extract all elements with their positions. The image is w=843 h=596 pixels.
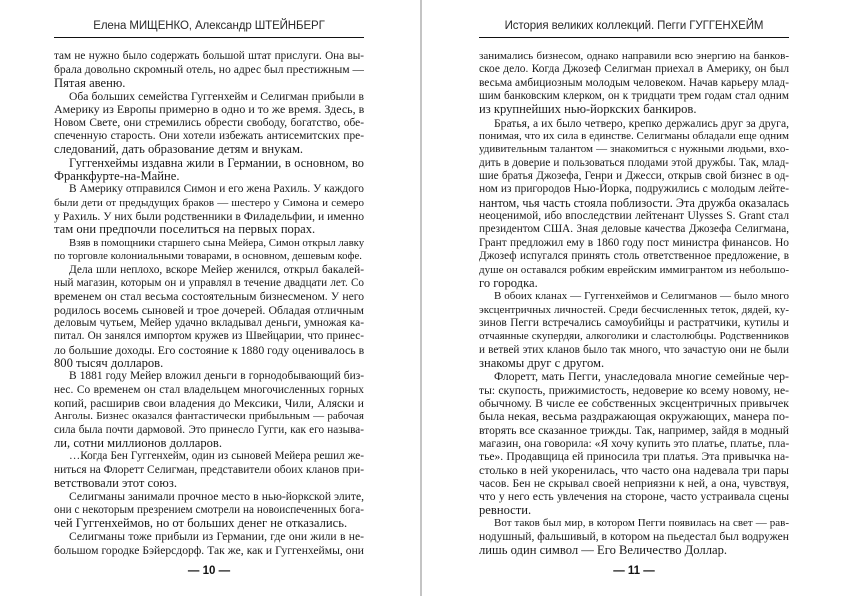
text-line: Флоретт, мать Пегги, унаследовала многие семейные чер-: [494, 370, 789, 384]
text-line: тье». Продавщица ей приносила три платья. Эта привычка на-: [479, 450, 789, 464]
text-line: Селигманы тоже прибыли из Германии, где они жили в не-: [69, 530, 364, 544]
text-line: Пятая авеню.: [54, 76, 126, 90]
text-line: …Когда Бен Гуггенхейм, один из сыновей Мейера решил же-: [69, 450, 364, 463]
text-line: В 1881 году Мейер вложил деньги в горнодобывающий биз-: [69, 370, 364, 383]
text-line: были дети от предыдущих браков — шестеро у Симона и семеро: [54, 196, 364, 209]
text-line: вторять все сказанное трижды. Так, например, зайдя в модный: [479, 423, 789, 437]
text-line: родилось восемь сыновей и трое дочерей. Обладая отличным: [54, 303, 364, 317]
body-text-left: [54, 50, 364, 557]
text-line: Дела шли неплохо, вскоре Мейер женился, открыл бакалей-: [69, 263, 364, 276]
running-head-right: История великих коллекций. Пегги ГУГГЕНХЕЙМ: [504, 20, 764, 32]
page-number-left: — 10 —: [187, 565, 231, 577]
text-line: знакомы друг с другом.: [479, 356, 605, 370]
text-line: Братья, а их было четверо, крепко держались друг за друга,: [494, 116, 789, 130]
text-line: душе он оставался робким еврейским иммигрантом из небольшо-: [479, 263, 789, 276]
text-line: они с некоторым презрением смотрели на новоиспеченных бога-: [54, 503, 364, 516]
text-line: нес. Со временем он стал владельцем многочисленных горных: [54, 383, 364, 396]
text-line: Вот таков был мир, в котором Пегги появилась на свет — рав-: [494, 517, 789, 530]
text-line: ло большие доходы. Его состояние к 1880 году оценивалось в: [54, 343, 364, 357]
text-line: шим банковским клерком, он к тридцати трем годам стал одним: [479, 90, 789, 103]
text-line: ниться на Флоретт Селигман, представители обоих кланов при-: [54, 463, 364, 476]
text-line: Селигманы занимали прочное место в нью-йоркской элите,: [69, 490, 364, 504]
text-line: часов. Бен не скрывал своей неприязни к ней, а она, чувствуя,: [479, 477, 789, 490]
text-line: у Рахиль. У них были родственники в Филадельфии, и именно: [54, 210, 364, 224]
right-page: [422, 0, 843, 596]
header-rule-left: [54, 37, 364, 38]
text-line: Америку из Европы примерно в одно и то же время. Здесь, в: [54, 103, 364, 117]
text-line: чей Гуггенхеймов, но от больших денег не отказались.: [54, 517, 348, 531]
text-line: ты: скупость, прижимистость, недоверие ко всему новому, не-: [479, 383, 789, 397]
text-line: следований, дать образование детям и внукам.: [54, 143, 304, 157]
text-line: отчаянные скупердяи, алкоголики и сластолюбцы. Родственников: [479, 330, 789, 343]
text-line: деловым чутьем, Мейер удачно вкладывал деньги, умножая ка-: [54, 316, 364, 329]
text-line: ли, сотни миллионов долларов.: [54, 436, 223, 450]
text-line: Джозеф испугался принять столь ответственное предложение, в: [479, 250, 789, 263]
header-rule-right: [479, 37, 789, 38]
body-text-right: [479, 50, 789, 557]
text-line: копий, расширив свои владения до Мексики, Чили, Аляски и: [54, 396, 364, 410]
text-line: ское дело. Когда Джозеф Селигман приехал в Америку, он был: [479, 63, 789, 76]
running-head-left: Елена МИЩЕНКО, Александр ШТЕЙНБЕРГ: [93, 20, 325, 32]
text-line: В Америку отправился Симон и его жена Рахиль. У каждого: [69, 183, 364, 196]
text-line: ветствовали этот союз.: [54, 477, 177, 490]
text-line: брала довольно скромный отель, но адрес был престижным —: [54, 63, 364, 77]
text-line: Новом Свете, они стремились обрести свободу, богатство, обе-: [54, 116, 364, 129]
text-line: лишь один символ — Его Величество Доллар.: [479, 543, 728, 557]
text-line: 800 тысяч долларов.: [54, 356, 164, 370]
left-page: [0, 0, 421, 596]
text-line: сила была почти дармовой. Это принесло Гугги, как его называ-: [54, 423, 364, 436]
text-line: по торговле колониальными товарами, в основном, дешевым кофе.: [54, 250, 362, 263]
text-line: зинов Пегги встречались самоубийцы и растратчики, кутилы и: [479, 316, 789, 329]
text-line: питал. Он занялся импортом кружев из Швейцарии, что принес-: [54, 330, 364, 343]
text-line: и ветвей этих кланов было так много, что зачастую они не были: [479, 343, 789, 356]
text-line: магазин, она говорила: «Я хочу купить это платье, платье, пла-: [479, 436, 789, 450]
text-line: президентом США. Зная деловые качества Джозефа Селигмана,: [479, 223, 789, 236]
page-number-right: — 11 —: [613, 565, 655, 577]
text-line: ревности.: [479, 503, 532, 517]
text-line: В обоих кланах — Гуггенхеймов и Селигманов — было много: [494, 290, 789, 303]
text-line: там не нужно было содержать большой штат прислуги. Она вы-: [54, 50, 364, 62]
text-line: го городка.: [479, 276, 538, 290]
text-line: ный магазин, которым он и управлял в течение двадцати лет. Со: [54, 276, 364, 289]
text-line: дить в доверие и пользоваться плодами этой дружбы. Так, млад-: [479, 156, 789, 169]
text-line: Грант предложил ему в 1860 году пост министра финансов. Но: [479, 236, 789, 249]
text-line: Оба больших семейства Гуггенхейм и Селигман прибыли в: [69, 90, 364, 104]
text-line: большом городке Бэйерсдорф. Так же, как и Гуггенхеймы, они: [54, 543, 364, 557]
text-line: обычному. В числе ее собственных эксцентричных привычек: [479, 396, 789, 410]
text-line: эксцентричных личностей. Среди бесчисленных теток, дядей, ку-: [479, 303, 789, 316]
text-line: столько в ней укоренилась, что часто она надевала три пары: [479, 463, 789, 477]
text-line: что у него есть увлечения на стороне, часто устраивала сцены: [479, 490, 789, 504]
text-line: занимались бизнесом, однако направили всю энергию на банков-: [479, 50, 789, 62]
text-line: Франкфурте-на-Майне.: [54, 170, 180, 184]
text-line: нантом, чья часть стояла поблизости. Эта дружба оказалась: [479, 196, 789, 210]
text-line: понимая, что их сила в единстве. Селигманы обладали еще одним: [479, 130, 789, 143]
text-line: весьма амбициозным молодым человеком. Начав карьеру млад-: [479, 76, 789, 89]
text-line: была некая, весьма раздражающая окружающих, манера по-: [479, 410, 789, 424]
text-line: Взяв в помощники старшего сына Мейера, Симон открыл лавку: [69, 236, 364, 249]
text-line: Гуггенхеймы издавна жили в Германии, в основном, во: [69, 156, 364, 170]
text-line: ном из пригородов Нью-Йорка, подружились с молодым лейте-: [479, 183, 789, 196]
text-line: шие братья Джозефа, Генри и Джесси, открыв свой бизнес в од-: [479, 170, 789, 183]
text-line: временем он стал весьма состоятельным бизнесменом. У него: [54, 290, 364, 304]
text-line: нодушный, фальшивый, в котором на пьедестал был водружен: [479, 530, 789, 544]
text-line: удивительным талантом — знакомиться с нужными людьми, вхо-: [479, 143, 789, 156]
text-line: из крупнейших нью-йоркских банкиров.: [479, 103, 697, 117]
text-line: Анголы. Бизнес оказался фантастически прибыльным — рабочая: [54, 410, 364, 423]
text-line: там они предпочли поселиться на первых порах.: [54, 223, 316, 237]
text-line: спеченную старость. Они хотели избежать антисемитских пре-: [54, 130, 364, 143]
text-line: неоценимой, ибо впоследствии лейтенант Ulysses S. Grant стал: [479, 210, 789, 223]
